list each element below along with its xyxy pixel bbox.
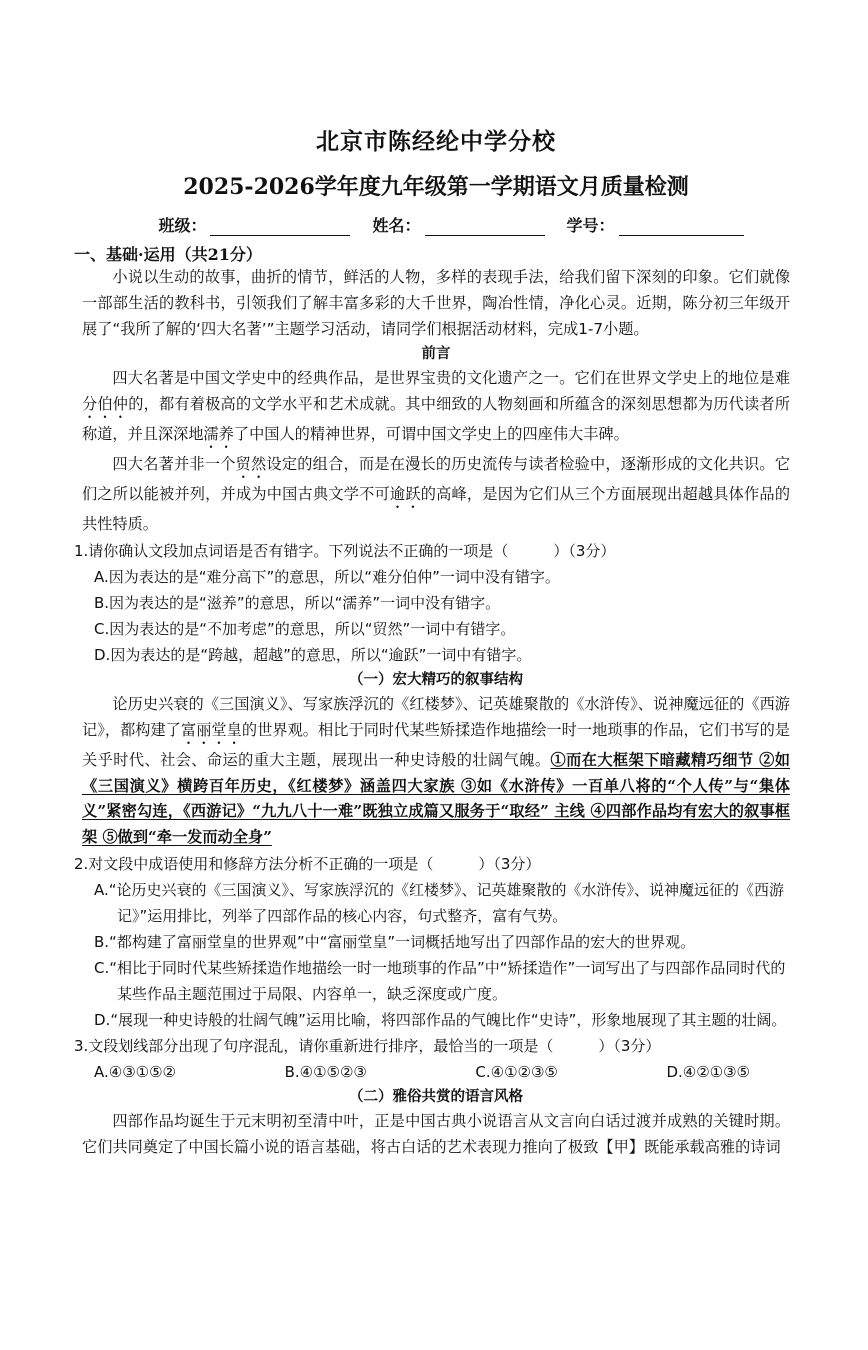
preface-paragraph-2: 四大名著并非一个贸然设定的组合，而是在漫长的历史流传与读者检验中，逐渐形成的文化共识。它们之所以能被并列，并成为中国古典文学不可逾跃的高峰，是因为它们从三个方面展现出超越具体作品的共性特质。 bbox=[82, 455, 791, 534]
dotted-word: 逾跃 bbox=[389, 485, 421, 504]
dotted-word: 富丽堂皇 bbox=[180, 720, 242, 739]
dotted-word: 贸然 bbox=[235, 455, 267, 474]
q1-option-c[interactable]: C.因为表达的是“不加考虑”的意思，所以“贸然”一词中有错字。 bbox=[94, 619, 516, 638]
underlined-sentences: ①而在大框架下暗藏精巧细节 ②如《三国演义》横跨百年历史，《红楼梦》涵盖四大家族 ③如《水浒传》一百单八将的“个人传”与“集体义”紧密勾连，《西游记》“九九八十一难”既独立成篇又服务于“取经” 主线 ④四部作品均有宏大的叙事框架 ⑤做到“牵一发而动全身” bbox=[82, 750, 790, 847]
dotted-word: 濡养 bbox=[203, 425, 234, 444]
q3-option-a[interactable]: A.④③①⑤② bbox=[94, 1062, 177, 1081]
q2-option-b[interactable]: B.“都构建了富丽堂皇的世界观”中“富丽堂皇”一词概括地写出了四部作品的宏大的世界观。 bbox=[94, 932, 696, 951]
part-1-title: （一）宏大精巧的叙事结构 bbox=[349, 671, 523, 688]
q3-option-d[interactable]: D.④②①③⑤ bbox=[666, 1062, 750, 1081]
q2-option-d[interactable]: D.“展现一种史诗般的壮阔气魄”运用比喻，将四部作品的气魄比作“史诗”，形象地展现了其主题的壮阔。 bbox=[94, 1010, 787, 1029]
section-intro: 小说以生动的故事，曲折的情节，鲜活的人物，多样的表现手法，给我们留下深刻的印象。它们就像一部部生活的教科书，引领我们了解丰富多彩的大千世界，陶冶性情，净化心灵。近期，陈分初三年级开展了“我所了解的‘四大名著’”主题学习活动，请同学们根据活动材料，完成1-7小题。 bbox=[82, 268, 790, 338]
id-blank[interactable] bbox=[619, 219, 744, 236]
part-2-title: （二）雅俗共赏的语言风格 bbox=[349, 1088, 523, 1105]
part-2-paragraph: 四部作品均诞生于元末明初至清中叶，正是中国古典小说语言从文言向白话过渡并成熟的关键时期。它们共同奠定了中国长篇小说的语言基础，将古白话的艺术表现力推向了极致【甲】既能承载高雅的诗词 bbox=[82, 1111, 790, 1156]
q3-option-b[interactable]: B.④①⑤②③ bbox=[284, 1062, 367, 1081]
q1-option-a[interactable]: A.因为表达的是“难分高下”的意思，所以“难分伯仲”一词中没有错字。 bbox=[94, 567, 560, 586]
student-id-field[interactable] bbox=[567, 213, 744, 236]
preface-paragraph-1: 四大名著是中国文学史中的经典作品，是世界宝贵的文化遗产之一。它们在世界文学史上的地位是难分伯仲的，都有着极高的文学水平和艺术成就。其中细致的人物刻画和所蕴含的深刻思想都为历代读者所称道，并且深深地濡养了中国人的精神世界，可谓中国文学史上的四座伟大丰碑。 bbox=[82, 369, 790, 444]
class-blank[interactable] bbox=[210, 219, 350, 236]
exam-page bbox=[0, 123, 868, 1350]
q1-option-b[interactable]: B.因为表达的是“滋养”的意思，所以“濡养”一词中没有错字。 bbox=[94, 593, 501, 612]
question-2-stem: 2.对文段中成语使用和修辞方法分析不正确的一项是（ ）（3分） bbox=[74, 854, 541, 873]
preface-title: 前言 bbox=[421, 346, 451, 363]
class-field[interactable] bbox=[158, 213, 350, 236]
question-3-stem: 3.文段划线部分出现了句序混乱，请你重新进行排序，最恰当的一项是（ ）（3分） bbox=[74, 1036, 661, 1055]
school-name: 北京市陈经纶中学分校 bbox=[316, 128, 556, 155]
student-info-row bbox=[82, 213, 790, 236]
q1-option-d[interactable]: D.因为表达的是“跨越，超越”的意思，所以“逾跃”一词中有错字。 bbox=[94, 645, 532, 664]
exam-title: 2025-2026学年度九年级第一学期语文月质量检测 bbox=[183, 174, 689, 200]
part-1-paragraph: 论历史兴衰的《三国演义》、写家族浮沉的《红楼梦》、记英雄聚散的《水浒传》、说神魔远征的《西游记》，都构建了富丽堂皇的世界观。相比于同时代某些矫揉造作地描绘一时一地琐事的作品，它们书写的是关乎时代、社会、命运的重大主题，展现出一种史诗般的壮阔气魄。①而在大框架下暗藏精巧细节 ②如《三国演义》横跨百年历史，《红楼梦》涵盖四大家族 ③如《水浒传》一百单八将的“个人传”与“集体义”紧密勾连，《西游记》“九九八十一难”既独立成篇又服务于“取经” 主线 ④四部作品均有宏大的叙事框架 ⑤做到“牵一发而动全身” bbox=[82, 694, 790, 847]
id-label: 学号： bbox=[566, 216, 615, 235]
q3-option-c[interactable]: C.④①②③⑤ bbox=[475, 1062, 558, 1081]
dotted-word: 分伯仲 bbox=[82, 395, 129, 414]
question-1-stem: 1.请你确认文段加点词语是否有错字。下列说法不正确的一项是（ ）（3分） bbox=[74, 541, 616, 560]
name-field[interactable] bbox=[372, 213, 544, 236]
q2-option-a[interactable]: A.“论历史兴衰的《三国演义》、写家族浮沉的《红楼梦》、记英雄聚散的《水浒传》、说神魔远征的《西游记》”运用排比，列举了四部作品的核心内容，句式整齐，富有气势。 bbox=[94, 880, 785, 925]
name-label: 姓名： bbox=[372, 216, 421, 235]
q3-options-row bbox=[82, 1059, 790, 1085]
class-label: 班级： bbox=[158, 216, 207, 235]
q2-option-c[interactable]: C.“相比于同时代某些矫揉造作地描绘一时一地琐事的作品”中“矫揉造作”一词写出了与四部作品同时代的某些作品主题范围过于局限、内容单一，缺乏深度或广度。 bbox=[94, 958, 786, 1003]
section-title: 一、基础·运用（共21分） bbox=[74, 245, 262, 264]
name-blank[interactable] bbox=[425, 219, 545, 236]
